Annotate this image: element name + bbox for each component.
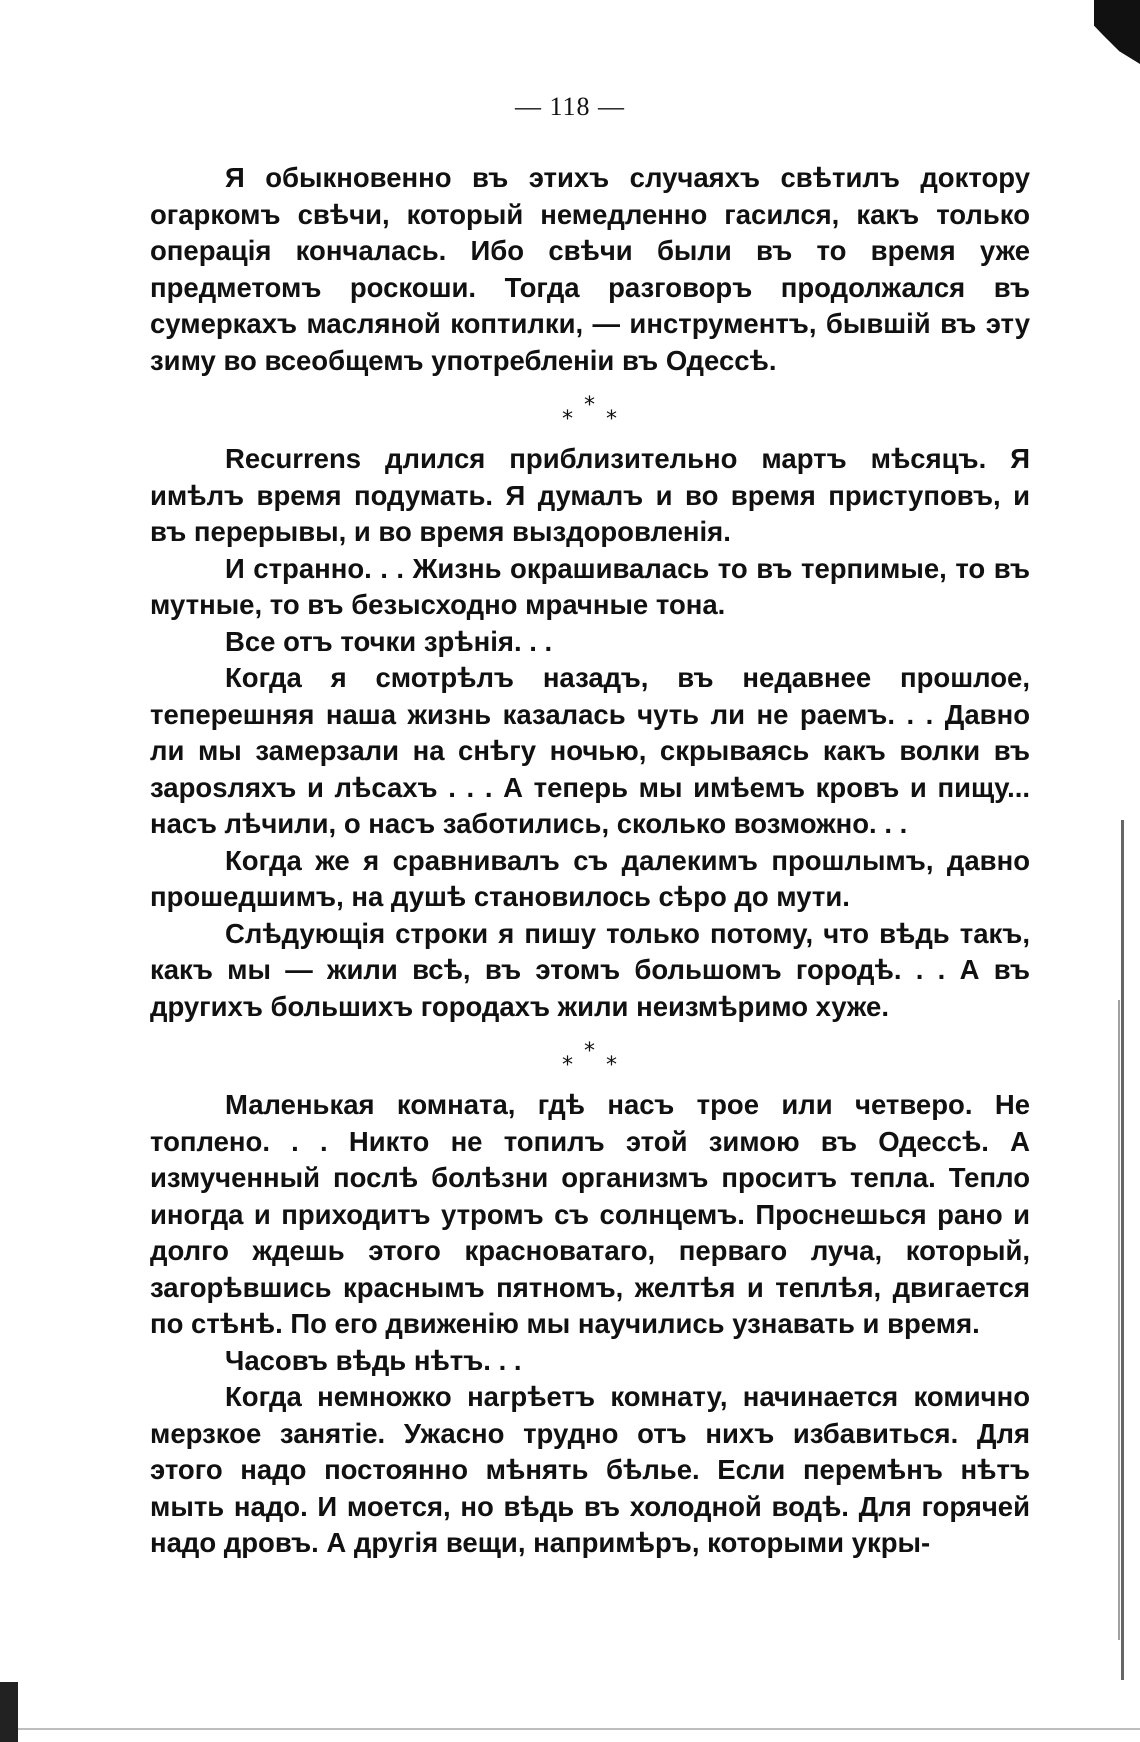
paragraph: Recurrens длился приблизительно мартъ мѣсяцъ. Я имѣлъ время подумать. Я думалъ и во время приступовъ, и въ перерывы, и во время выздоровленія. (150, 443, 1030, 547)
scan-artifact-edge-line (1118, 1000, 1120, 1640)
scan-artifact-edge (1121, 820, 1134, 1680)
paragraph: Все отъ точки зрѣнія. . . (225, 625, 553, 657)
section-break-asterism (150, 1025, 1030, 1087)
paragraph: Я обыкновенно въ этихъ случаяхъ свѣтилъ доктору огаркомъ свѣчи, который немедленно гасился, какъ только операція кончалась. Ибо свѣчи были въ то время уже предметомъ роскоши. Тогда разговоръ продолжался въ сумеркахъ масляной коптилки, — инструментъ, бывшій въ эту зиму во всеобщемъ употребленіи въ Одессѣ. (150, 162, 1030, 376)
page-number: — 118 — (514, 92, 626, 121)
asterism-star: * (584, 393, 595, 418)
scan-artifact-corner (1094, 0, 1140, 64)
scan-artifact-bottom (0, 1728, 1140, 1742)
asterism-star: * (584, 1039, 595, 1064)
paragraph: Слѣдующія строки я пишу только потому, что вѣдь такъ, какъ мы — жили всѣ, въ этомъ большомъ городѣ. . . А въ другихъ большихъ городахъ жили неизмѣримо хуже. (150, 917, 1030, 1022)
asterism-star: * (606, 1053, 617, 1078)
section-break-asterism (150, 379, 1030, 441)
paragraph: Часовъ вѣдь нѣтъ. . . (225, 1344, 522, 1376)
body-text (150, 160, 1030, 1562)
scan-artifact-bottom-left (0, 1682, 18, 1742)
paragraph: Когда я смотрѣлъ назадъ, въ недавнее прошлое, теперешняя наша жизнь казалась чуть ли не раемъ. . . Давно ли мы замерзали на снѣгу ночью, скрываясь какъ волки въ зарosляхъ и лѣсахъ . . . А теперь мы имѣемъ кровъ и пищу... насъ лѣчили, о насъ заботились, сколько возможно. . . (150, 662, 1030, 839)
paragraph: Когда немножко нагрѣетъ комнату, начинается комично мерзкое занятіе. Ужасно трудно отъ нихъ избавиться. Для этого надо постоянно мѣнять бѣлье. Если перемѣнъ нѣтъ мыть надо. И моется, но вѣдь въ холодной водѣ. Для горячей надо дровъ. А другія вещи, напримѣръ, которыми укры- (150, 1381, 1030, 1558)
asterism-star: * (562, 1053, 573, 1078)
paragraph: Когда же я сравнивалъ съ далекимъ прошлымъ, давно прошедшимъ, на душѣ становилось сѣро до мути. (150, 844, 1030, 912)
paragraph: Маленькая комната, гдѣ насъ трое или четверо. Не топлено. . . Никто не топилъ этой зимою въ Одессѣ. А измученный послѣ болѣзни организмъ проситъ тепла. Тепло иногда и приходитъ утромъ съ солнцемъ. Проснешься рано и долго ждешь этого красноватаго, перваго луча, который, загорѣвшись краснымъ пятномъ, желтѣя и теплѣя, двигается по стѣнѣ. По его движенію мы научились узнавать и время. (150, 1089, 1030, 1339)
asterism-star: * (606, 407, 617, 432)
paragraph: И странно. . . Жизнь окрашивалась то въ терпимые, то въ мутные, то въ безысходно мрачные тона. (150, 552, 1030, 620)
asterism-star: * (562, 407, 573, 432)
